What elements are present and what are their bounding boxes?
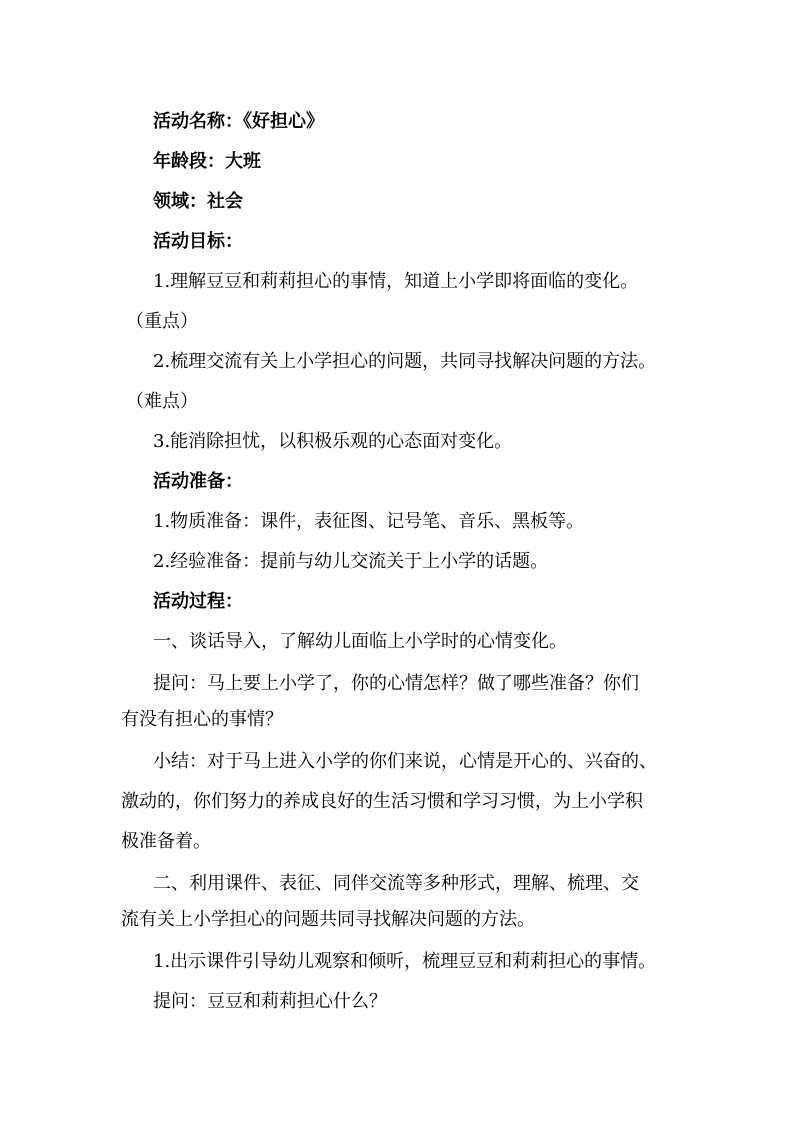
prep-2: 2.经验准备：提前与幼儿交流关于上小学的话题。 [153,551,549,572]
goals-heading: 活动目标： [153,231,243,252]
step-2-line-1: 二、利用课件、表征、同伴交流等多种形式，理解、梳理、交 [153,873,639,894]
prep-1: 1.物质准备：课件，表征图、记号笔、音乐、黑板等。 [153,511,585,532]
goal-1: 1.理解豆豆和莉莉担心的事情，知道上小学即将面临的变化。 [153,271,639,292]
step-1-title: 一、谈话导入，了解幼儿面临上小学时的心情变化。 [153,631,567,652]
age-group: 年龄段：大班 [153,151,261,172]
process-heading: 活动过程： [153,591,243,612]
step-2-line-2: 流有关上小学担心的问题共同寻找解决问题的方法。 [121,909,535,930]
goal-1-note: （重点） [126,311,198,332]
domain-field: 领域：社会 [153,191,243,212]
goal-2-note: （难点） [126,391,198,412]
summary-line-2: 激动的，你们努力的养成良好的生活习惯和学习习惯，为上小学积 [121,791,643,812]
preparation-heading: 活动准备： [153,471,243,492]
activity-name: 活动名称：《好担心》 [153,111,324,132]
summary-line-3: 极准备着。 [121,831,211,852]
question-1-line-2: 有没有担心的事情？ [121,709,283,730]
question-2: 提问：豆豆和莉莉担心什么？ [153,991,387,1012]
goal-3: 3.能消除担忧，以积极乐观的心态面对变化。 [153,431,513,452]
summary-line-1: 小结：对于马上进入小学的你们来说，心情是开心的、兴奋的、 [153,751,657,772]
goal-2: 2.梳理交流有关上小学担心的问题，共同寻找解决问题的方法。 [153,351,657,372]
step-2-item-1: 1.出示课件引导幼儿观察和倾听，梳理豆豆和莉莉担心的事情。 [153,951,657,972]
question-1-line-1: 提问：马上要上小学了，你的心情怎样？做了哪些准备？你们 [153,673,639,694]
